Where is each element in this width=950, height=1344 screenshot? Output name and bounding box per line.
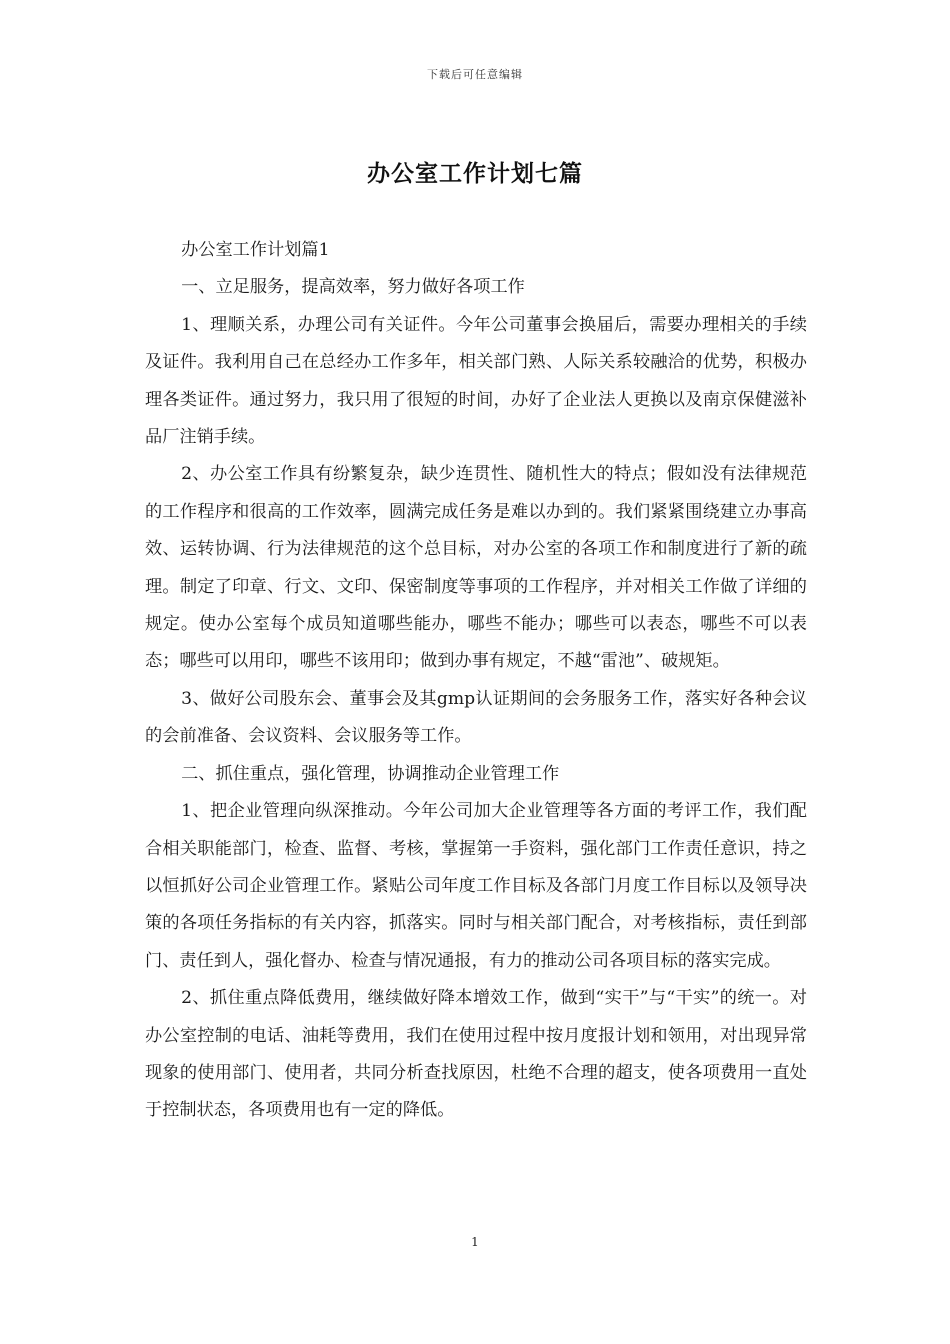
- body-paragraph: 2、办公室工作具有纷繁复杂，缺少连贯性、随机性大的特点；假如没有法律规范的工作程序和很高的工作效率，圆满完成任务是难以办到的。我们紧紧围绕建立办事高效、运转协调、行为法律规范的这个总目标，对办公室的各项工作和制度进行了新的疏理。制定了印章、行文、文印、保密制度等事项的工作程序，并对相关工作做了详细的规定。使办公室每个成员知道哪些能办，哪些不能办；哪些可以表态，哪些不可以表态；哪些可以用印，哪些不该用印；做到办事有规定，不越“雷池”、破规矩。: [145, 464, 807, 672]
- document-title: 办公室工作计划七篇: [367, 160, 583, 187]
- body-paragraph: 3、做好公司股东会、董事会及其gmp认证期间的会务服务工作，落实好各种会议的会前准备、会议资料、会议服务等工作。: [145, 688, 807, 747]
- body-paragraph: 2、抓住重点降低费用，继续做好降本增效工作，做到“实干”与“干实”的统一。对办公室控制的电话、油耗等费用，我们在使用过程中按月度报计划和领用，对出现异常现象的使用部门、使用者，共同分析查找原因，杜绝不合理的超支，使各项费用一直处于控制状态，各项费用也有一定的降低。: [145, 988, 807, 1121]
- section-heading: 办公室工作计划篇1: [181, 240, 330, 260]
- subsection-heading: 一、立足服务，提高效率，努力做好各项工作: [181, 277, 525, 298]
- body-paragraph: 1、理顺关系，办理公司有关证件。今年公司董事会换届后，需要办理相关的手续及证件。我利用自己在总经办工作多年，相关部门熟、人际关系较融洽的优势，积极办理各类证件。通过努力，我只用了很短的时间，办好了企业法人更换以及南京保健滋补品厂注销手续。: [145, 314, 807, 448]
- body-paragraph: 1、把企业管理向纵深推动。今年公司加大企业管理等各方面的考评工作，我们配合相关职能部门，检查、监督、考核，掌握第一手资料，强化部门工作责任意识，持之以恒抓好公司企业管理工作。紧贴公司年度工作目标及各部门月度工作目标以及领导决策的各项任务指标的有关内容，抓落实。同时与相关部门配合，对考核指标，责任到部门、责任到人，强化督办、检查与情况通报，有力的推动公司各项目标的落实完成。: [145, 801, 807, 971]
- document-body: [145, 232, 807, 1130]
- page-number: 1: [471, 1235, 479, 1249]
- header-note: 下载后可任意编辑: [427, 68, 523, 81]
- subsection-heading: 二、抓住重点，强化管理，协调推动企业管理工作: [181, 763, 560, 784]
